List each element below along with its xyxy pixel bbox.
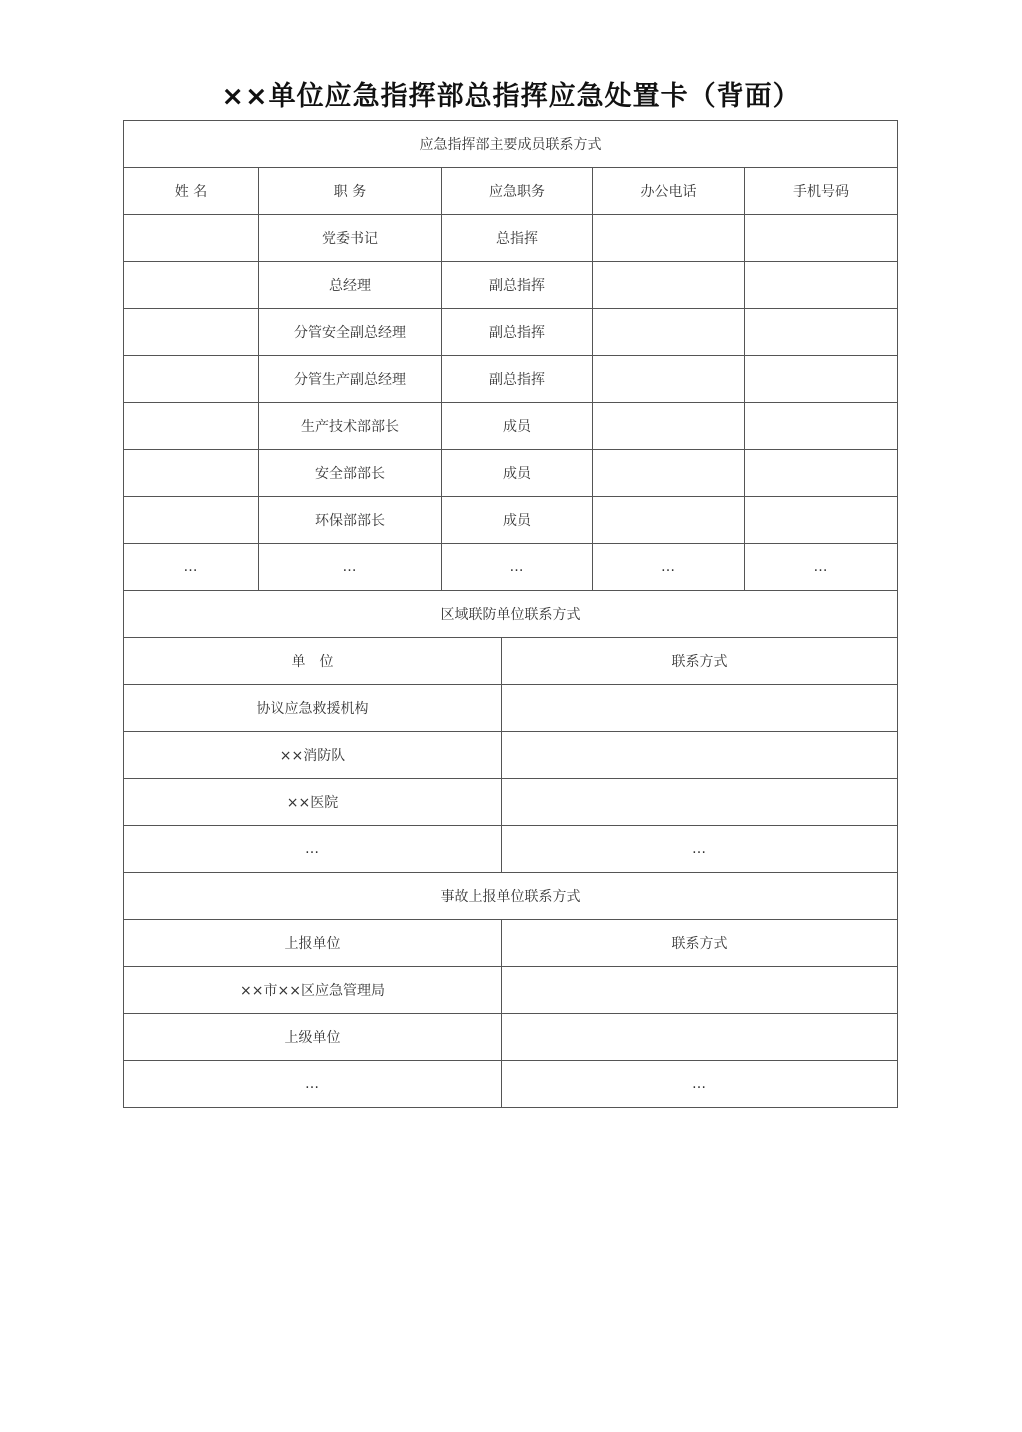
members-heading: 应急指挥部主要成员联系方式: [124, 121, 898, 168]
regional-unit-cell: ××消防队: [124, 732, 502, 779]
contact-table: [123, 120, 898, 1108]
member-office-cell: [593, 450, 745, 497]
report-contact-cell: [502, 1014, 898, 1061]
member-mobile-cell: [745, 450, 898, 497]
header-name: 姓 名: [124, 168, 259, 215]
table-row: [124, 450, 898, 497]
report-contact-cell: [502, 967, 898, 1014]
table-row: [124, 826, 898, 873]
member-office-cell: [593, 262, 745, 309]
table-row: [124, 779, 898, 826]
member-role-cell: 副总指挥: [442, 262, 593, 309]
regional-contact-cell: …: [502, 826, 898, 873]
report-header-row: [124, 920, 898, 967]
member-position-cell: 生产技术部部长: [259, 403, 442, 450]
table-row: [124, 1061, 898, 1108]
member-position-cell: 环保部部长: [259, 497, 442, 544]
regional-contact-cell: [502, 779, 898, 826]
member-position-cell: 分管安全副总经理: [259, 309, 442, 356]
members-heading-row: [124, 121, 898, 168]
member-mobile-cell: [745, 403, 898, 450]
header-contact: 联系方式: [502, 638, 898, 685]
table-row: [124, 403, 898, 450]
regional-heading: 区域联防单位联系方式: [124, 591, 898, 638]
report-unit-cell: …: [124, 1061, 502, 1108]
member-office-cell: [593, 403, 745, 450]
report-unit-cell: ××市××区应急管理局: [124, 967, 502, 1014]
member-name-cell: [124, 403, 259, 450]
member-name-cell: [124, 497, 259, 544]
member-mobile-cell: [745, 356, 898, 403]
member-role-cell: 成员: [442, 497, 593, 544]
member-name-cell: [124, 356, 259, 403]
member-name-cell: …: [124, 544, 259, 591]
member-mobile-cell: …: [745, 544, 898, 591]
member-mobile-cell: [745, 262, 898, 309]
table-row: [124, 732, 898, 779]
table-row: [124, 356, 898, 403]
member-name-cell: [124, 215, 259, 262]
member-office-cell: [593, 215, 745, 262]
member-name-cell: [124, 450, 259, 497]
regional-unit-cell: 协议应急救援机构: [124, 685, 502, 732]
table-row: [124, 215, 898, 262]
member-role-cell: 副总指挥: [442, 309, 593, 356]
member-name-cell: [124, 262, 259, 309]
member-role-cell: 成员: [442, 450, 593, 497]
table-row: [124, 685, 898, 732]
member-position-cell: 总经理: [259, 262, 442, 309]
regional-unit-cell: ××医院: [124, 779, 502, 826]
report-unit-cell: 上级单位: [124, 1014, 502, 1061]
table-row: [124, 309, 898, 356]
member-name-cell: [124, 309, 259, 356]
regional-heading-row: [124, 591, 898, 638]
member-mobile-cell: [745, 497, 898, 544]
card-title: ××单位应急指挥部总指挥应急处置卡（背面）: [221, 81, 801, 112]
member-mobile-cell: [745, 215, 898, 262]
report-heading-row: [124, 873, 898, 920]
regional-unit-cell: …: [124, 826, 502, 873]
member-office-cell: [593, 497, 745, 544]
regional-contact-cell: [502, 685, 898, 732]
header-mobile: 手机号码: [745, 168, 898, 215]
member-role-cell: 成员: [442, 403, 593, 450]
table-row: [124, 967, 898, 1014]
header-emergency-role: 应急职务: [442, 168, 593, 215]
member-role-cell: 副总指挥: [442, 356, 593, 403]
table-row: [124, 544, 898, 591]
table-row: [124, 262, 898, 309]
regional-header-row: [124, 638, 898, 685]
member-mobile-cell: [745, 309, 898, 356]
member-office-cell: [593, 309, 745, 356]
member-office-cell: [593, 356, 745, 403]
header-position: 职 务: [259, 168, 442, 215]
members-header-row: [124, 168, 898, 215]
member-role-cell: 总指挥: [442, 215, 593, 262]
member-position-cell: 安全部部长: [259, 450, 442, 497]
member-position-cell: 分管生产副总经理: [259, 356, 442, 403]
regional-contact-cell: [502, 732, 898, 779]
header-report-unit: 上报单位: [124, 920, 502, 967]
member-office-cell: …: [593, 544, 745, 591]
table-row: [124, 497, 898, 544]
header-office-phone: 办公电话: [593, 168, 745, 215]
report-contact-cell: …: [502, 1061, 898, 1108]
table-row: [124, 1014, 898, 1061]
header-report-contact: 联系方式: [502, 920, 898, 967]
member-role-cell: …: [442, 544, 593, 591]
member-position-cell: 党委书记: [259, 215, 442, 262]
member-position-cell: …: [259, 544, 442, 591]
header-unit: 单 位: [124, 638, 502, 685]
report-heading: 事故上报单位联系方式: [124, 873, 898, 920]
